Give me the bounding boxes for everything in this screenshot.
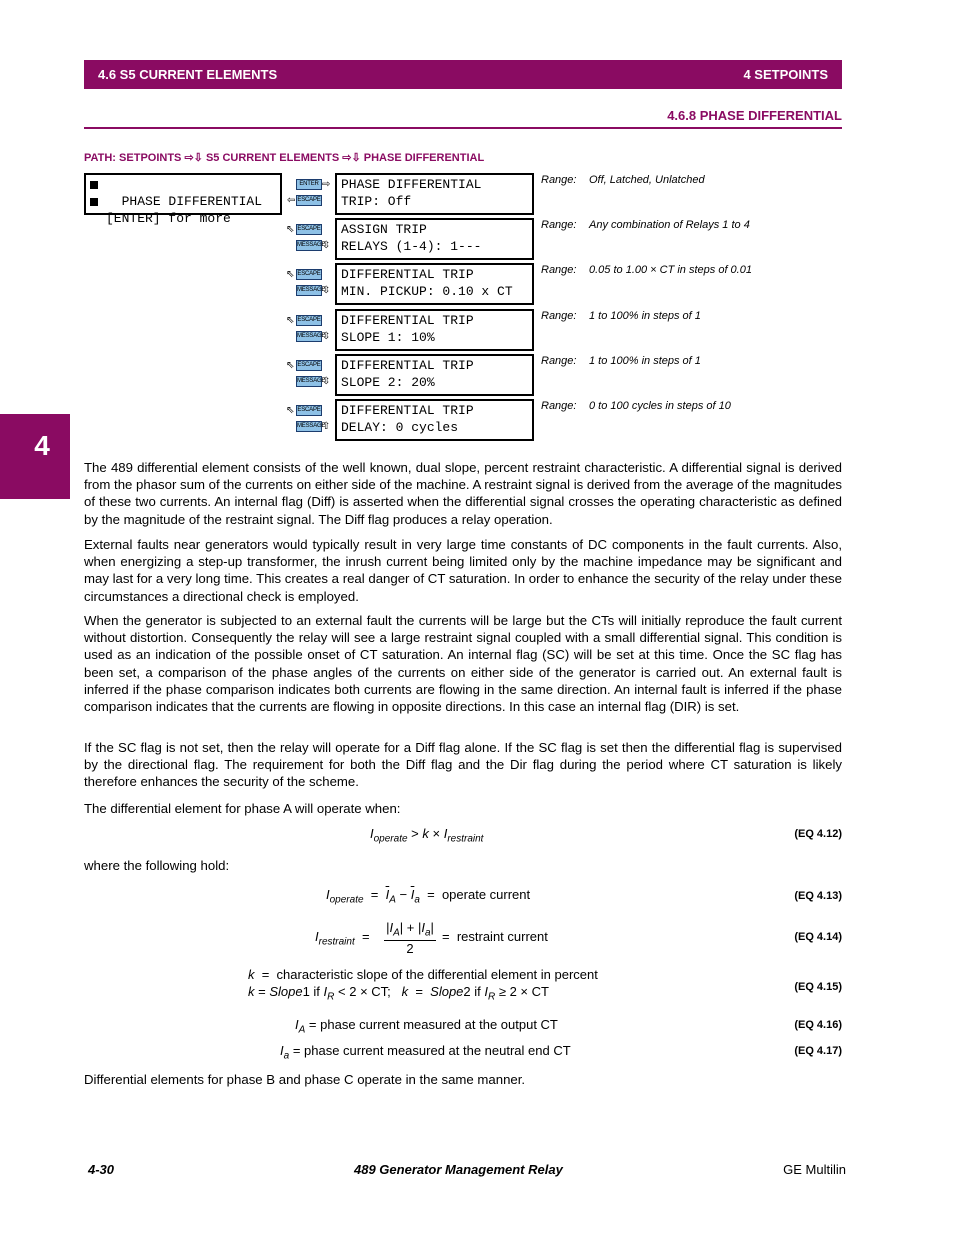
chapter-number: 4 <box>34 430 50 461</box>
equation-label: (EQ 4.16) <box>794 1019 842 1031</box>
range-label: Range: <box>541 219 577 231</box>
up-down-arrow-icon: ⇳ <box>322 331 331 342</box>
right-down-arrow-icon: ⇨⇩ <box>342 152 361 164</box>
bullet-square-icon <box>90 198 98 206</box>
up-down-arrow-icon: ⇳ <box>322 240 331 251</box>
equation-slope-def: k = characteristic slope of the differential element in percent <box>248 967 598 982</box>
escape-key[interactable]: ESCAPE <box>296 195 322 206</box>
path-s5: S5 CURRENT ELEMENTS <box>205 152 340 164</box>
left-arrow-icon: ⇦ <box>287 195 296 206</box>
ia-output-text: = phase current measured at the output CT <box>308 1017 558 1032</box>
setpoint-line1: DIFFERENTIAL TRIP <box>341 313 474 328</box>
escape-key[interactable]: ESCAPE <box>296 224 322 235</box>
equation-operate-current: $I_{operate} = \overline{I}_A - \overline{I}_a$ = operate current <box>326 887 531 906</box>
setpoint-display <box>335 354 534 396</box>
manual-title: 489 Generator Management Relay <box>354 1162 563 1177</box>
equation-label: (EQ 4.17) <box>794 1045 842 1057</box>
main-display-line1: PHASE DIFFERENTIAL <box>121 194 263 209</box>
setpoint-line1: DIFFERENTIAL TRIP <box>341 358 474 373</box>
escape-arrow-icon: ⇖ <box>286 360 295 371</box>
escape-arrow-icon: ⇖ <box>286 224 295 235</box>
restraint-fraction: $|I_A| + |I_a|$ 2 <box>384 920 436 956</box>
equation-label: (EQ 4.12) <box>794 828 842 840</box>
setpoint-display <box>335 218 534 260</box>
message-key[interactable]: MESSAGE <box>296 285 322 296</box>
range-value: 0.05 to 1.00 × CT in steps of 0.01 <box>589 264 752 276</box>
setpoint-line1: DIFFERENTIAL TRIP <box>341 403 474 418</box>
escape-key[interactable]: ESCAPE <box>296 315 322 326</box>
enter-key[interactable]: ENTER <box>296 179 322 190</box>
range-note <box>541 310 701 322</box>
range-value: 1 to 100% in steps of 1 <box>589 310 701 322</box>
range-note <box>541 219 750 231</box>
paragraph: The differential element for phase A will operate when: <box>84 801 401 816</box>
path-label: PATH: <box>84 152 116 164</box>
menu-path <box>84 151 484 164</box>
section-title: 4.6 S5 CURRENT ELEMENTS <box>98 67 278 82</box>
paragraph: The 489 differential element consists of the well known, dual slope, percent restraint characteristic. A differential signal is derived from the phasor sum of the currents on either side of the machine. A restraint signal is derived from the average of the magnitudes of these two currents. An internal flag (Diff) is asserted when the differential signal crosses the operating characteristic as defined by the magnitude of the restraint signal. The Diff flag produces a relay operation. <box>84 460 842 527</box>
range-label: Range: <box>541 400 577 412</box>
range-note <box>541 264 752 276</box>
setpoint-line2: SLOPE 2: 20% <box>341 375 435 390</box>
path-phase-diff: PHASE DIFFERENTIAL <box>363 152 485 164</box>
setpoint-line2: MIN. PICKUP: 0.10 x CT <box>341 284 513 299</box>
range-value: 1 to 100% in steps of 1 <box>589 355 701 367</box>
subsection-title: 4.6.8 PHASE DIFFERENTIAL <box>667 108 842 123</box>
range-label: Range: <box>541 264 577 276</box>
chapter-title: 4 SETPOINTS <box>743 67 828 82</box>
setpoint-line2: TRIP: Off <box>341 194 412 209</box>
bullet-square-icon <box>90 181 98 189</box>
message-key[interactable]: MESSAGE <box>296 331 322 342</box>
equation-restraint-current: $I_{restraint}$ = <box>315 929 370 948</box>
restraint-current-text: restraint current <box>456 929 548 944</box>
up-arrow-icon: ⇧ <box>322 421 331 432</box>
equation-label: (EQ 4.13) <box>794 890 842 902</box>
right-down-arrow-icon: ⇨⇩ <box>184 152 203 164</box>
escape-arrow-icon: ⇖ <box>286 269 295 280</box>
range-value: 0 to 100 cycles in steps of 10 <box>589 400 731 412</box>
where-text: where the following hold: <box>84 858 230 873</box>
range-note <box>541 355 701 367</box>
equation-slope-cases: k = Slope1 if $I_R < 2$ × CT; k = Slope2 if $I_R \ge 2$ × CT <box>248 984 549 1003</box>
setpoint-line2: RELAYS (1-4): 1--- <box>341 239 482 254</box>
restraint-current-label: = restraint current <box>442 929 548 944</box>
range-value: Any combination of Relays 1 to 4 <box>589 219 750 231</box>
escape-arrow-icon: ⇖ <box>286 405 295 416</box>
setpoint-line2: SLOPE 1: 10% <box>341 330 435 345</box>
setpoint-line1: DIFFERENTIAL TRIP <box>341 267 474 282</box>
setpoint-display <box>335 263 534 305</box>
main-display-line2: [ENTER] for more <box>106 211 231 226</box>
equation-operate-condition: $I_{operate} > k \times I_{restraint}$ <box>370 826 484 845</box>
setpoint-display <box>335 399 534 441</box>
up-down-arrow-icon: ⇳ <box>322 376 331 387</box>
paragraph: External faults near generators would typically result in very large time constants of DC components in the fault currents. Also, when energizing a step-up transformer, the inrush current being limited only by the machine impedance may be significant and may last for a very long time. This creates a real danger of CT saturation. In order to enhance the security of the relay under these circumstances a directional check is employed. <box>84 537 842 604</box>
message-key[interactable]: MESSAGE <box>296 376 322 387</box>
up-down-arrow-icon: ⇳ <box>322 285 331 296</box>
equation-ia-output: $I_A$ = phase current measured at the output CT <box>295 1017 558 1036</box>
paragraph: If the SC flag is not set, then the relay will operate for a Diff flag alone. If the SC flag is set then the differential flag is supervised by the directional flag. The requirement for both the Diff flag and the Dir flag during the period where CT saturation is likely therefore enhances the security of the scheme. <box>84 740 842 790</box>
setpoint-display <box>335 309 534 351</box>
range-label: Range: <box>541 310 577 322</box>
escape-key[interactable]: ESCAPE <box>296 405 322 416</box>
range-label: Range: <box>541 355 577 367</box>
message-key[interactable]: MESSAGE <box>296 240 322 251</box>
range-note <box>541 174 705 186</box>
main-display <box>84 173 282 226</box>
escape-key[interactable]: ESCAPE <box>296 360 322 371</box>
company-name: GE Multilin <box>783 1162 846 1177</box>
header-rule <box>84 127 842 129</box>
paragraph: When the generator is subjected to an external fault the currents will be large but the CTs will initially reproduce the fault current without distortion. Consequently the relay will see a large restraint signal coupled with a small differential signal. This condition is used as an indication of the possible onset of CT saturation. An internal flag (SC) will be set at this time. Once the SC flag has been set, a comparison of the phase angles of the currents on either side of the generator is carried out. An external fault is inferred if the phase comparison indicates both currents are flowing in the same direction. An internal fault is inferred if the phase comparison indicates that the currents are flowing in opposite directions. In this case an internal flag (DIR) is set. <box>84 613 842 715</box>
escape-arrow-icon: ⇖ <box>286 315 295 326</box>
range-label: Range: <box>541 174 577 186</box>
escape-key[interactable]: ESCAPE <box>296 269 322 280</box>
equation-label: (EQ 4.15) <box>794 981 842 993</box>
range-note <box>541 400 731 412</box>
setpoint-line1: PHASE DIFFERENTIAL <box>341 177 482 192</box>
operate-current-text: operate current <box>441 887 531 902</box>
message-key[interactable]: MESSAGE <box>296 421 322 432</box>
closing-paragraph: Differential elements for phase B and phase C operate in the same manner. <box>84 1072 526 1087</box>
setpoint-line2: DELAY: 0 cycles <box>341 420 459 435</box>
range-value: Off, Latched, Unlatched <box>589 174 705 186</box>
ia-neutral-text: = phase current measured at the neutral end CT <box>292 1043 571 1058</box>
setpoint-display <box>335 173 534 215</box>
page-number: 4-30 <box>88 1162 115 1177</box>
equation-ia-neutral: $I_a$ = phase current measured at the neutral end CT <box>280 1043 571 1062</box>
equation-label: (EQ 4.14) <box>794 931 842 943</box>
setpoint-line1: ASSIGN TRIP <box>341 222 427 237</box>
path-setpoints: SETPOINTS <box>119 152 182 164</box>
slope-def-text: characteristic slope of the differential element in percent <box>276 967 598 982</box>
right-arrow-icon: ⇨ <box>322 179 331 190</box>
